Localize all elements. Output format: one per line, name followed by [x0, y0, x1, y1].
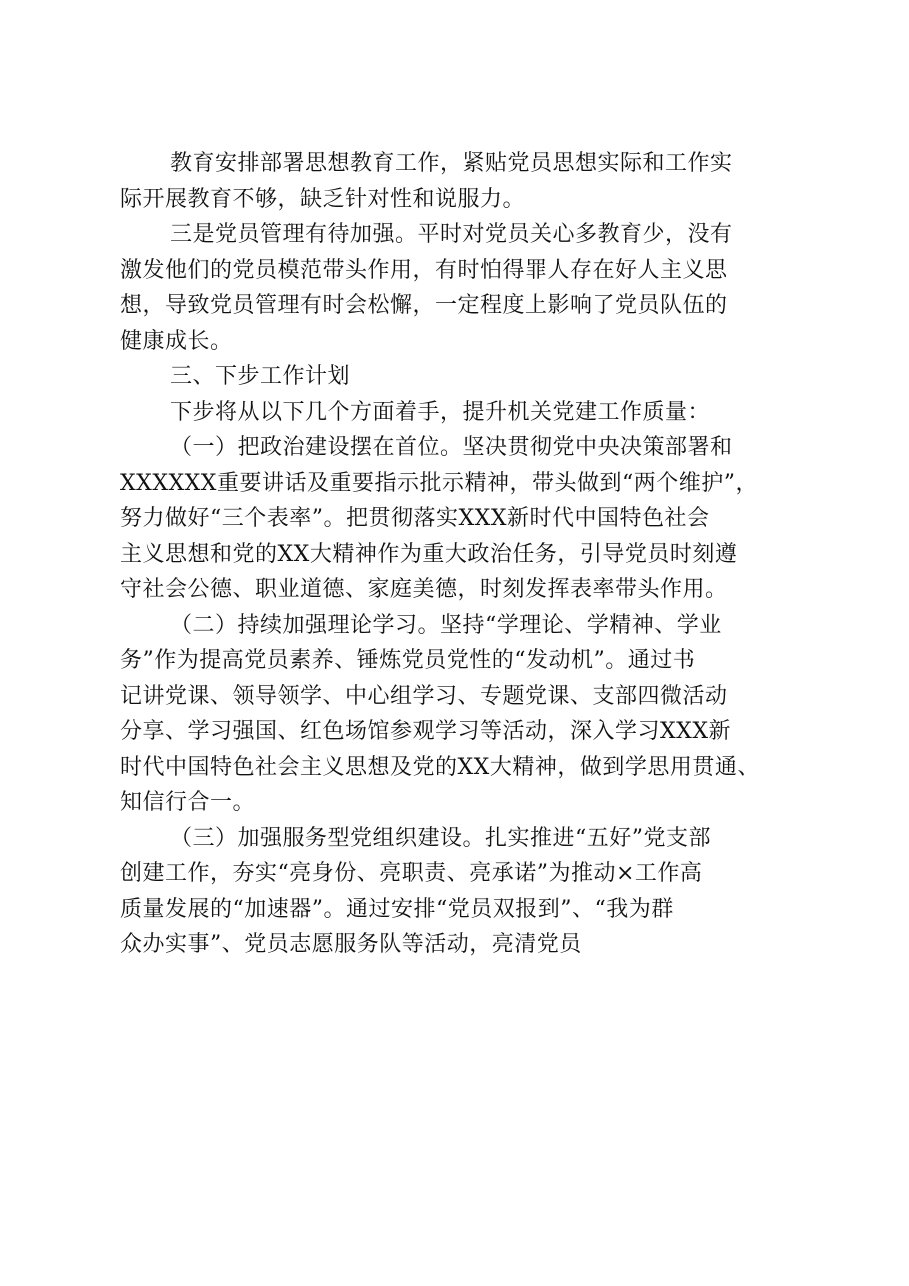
section-heading: 三、下步工作计划	[170, 364, 351, 389]
paragraph-line: 主义思想和党的XX大精神作为重大政治任务，引导党员时刻遵	[120, 541, 738, 567]
paragraph-line: XXXXXX重要讲话及重要指示批示精神，带头做到“两个维护”，	[120, 470, 758, 496]
paragraph-line: 想，导致党员管理有时会松懈，一定程度上影响了党员队伍的	[120, 293, 728, 318]
document-body	[120, 146, 800, 963]
paragraph-line: 际开展教育不够，缺乏针对性和说服力。	[120, 186, 526, 212]
paragraph-line: 时代中国特色社会主义思想及党的XX大精神，做到学思用贯通、	[120, 754, 760, 780]
paragraph-line: （三）加强服务型党组织建设。扎实推进“五好”党支部	[170, 825, 711, 851]
paragraph-line: （一）把政治建设摆在首位。坚决贯彻党中央决策部署和	[170, 435, 733, 460]
paragraph-line: 下步将从以下几个方面着手，提升机关党建工作质量：	[170, 399, 711, 425]
paragraph-line: 激发他们的党员模范带头作用，有时怕得罪人存在好人主义思	[120, 257, 728, 283]
paragraph-line: 众办实事”、党员志愿服务队等活动，亮清党员	[120, 932, 582, 957]
paragraph-line: 三是党员管理有待加强。平时对党员关心多教育少，没有	[170, 222, 733, 247]
paragraph-line: 分享、学习强国、红色场馆参观学习等活动，深入学习XXX新	[120, 719, 731, 744]
paragraph-line: 健康成长。	[120, 328, 233, 354]
paragraph-line: （二）持续加强理论学习。坚持“学理论、学精神、学业	[170, 612, 722, 638]
paragraph-line: 创建工作，夯实“亮身份、亮职责、亮承诺”为推动×工作高	[120, 861, 703, 886]
paragraph-line: 知信行合一。	[120, 790, 256, 815]
paragraph-line: 记讲党课、领导领学、中心组学习、专题党课、支部四微活动	[120, 683, 728, 709]
paragraph-line: 守社会公德、职业道德、家庭美德，时刻发挥表率带头作用。	[120, 577, 728, 602]
paragraph-line: 努力做好“三个表率”。把贯彻落实XXX新时代中国特色社会	[120, 506, 710, 531]
paragraph-line: 教育安排部署思想教育工作，紧贴党员思想实际和工作实	[170, 151, 733, 176]
paragraph-line: 务”作为提高党员素养、锤炼党员党性的“发动机”。通过书	[120, 648, 696, 673]
paragraph-line: 质量发展的“加速器”。通过安排“党员双报到”、“我为群	[120, 896, 674, 922]
